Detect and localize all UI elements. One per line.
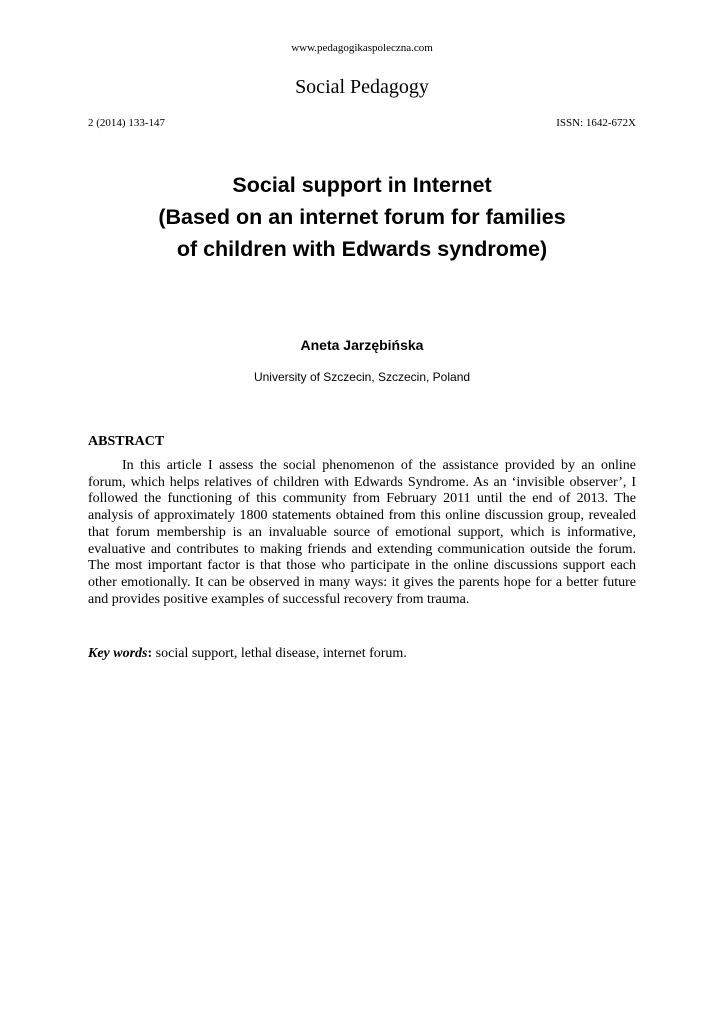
article-title — [40, 169, 684, 265]
abstract-text: In this article I assess the social phenomenon of the assistance provided by an online forum, which helps relatives of children with Edwards Syndrome. As an ‘invisible observer’, I followed the functioning of this community from February 2011 until the end of 2013. The analysis of approximately 1800 statements obtained from this online discussion group, revealed that forum membership is an invaluable source of emotional support, which is informative, evaluative and contributes to making friends and extending communication outside the forum. The most important factor is that those who participate in the online discussions support each other emotionally. It can be observed in many ways: it gives the parents hope for a better future and provides positive examples of successful recovery from trauma. — [88, 458, 636, 607]
article-title-line-3: of children with Edwards syndrome) — [176, 237, 548, 261]
journal-website: www.pedagogikaspoleczna.com — [291, 42, 433, 54]
article-title-line-2: (Based on an internet forum for families — [158, 205, 566, 229]
keywords-label: Key words — [88, 646, 148, 661]
keywords-colon: : — [147, 646, 153, 661]
issn: ISSN: 1642-672X — [556, 117, 636, 129]
journal-title: Social Pedagogy — [295, 76, 429, 98]
author-affiliation: University of Szczecin, Szczecin, Poland — [253, 370, 471, 384]
keywords-text: social support, lethal disease, internet forum. — [152, 646, 407, 661]
article-title-line-1: Social support in Internet — [232, 173, 492, 197]
abstract-heading: ABSTRACT — [88, 434, 165, 449]
issue-info: 2 (2014) 133-147 — [88, 117, 165, 129]
keywords — [88, 646, 636, 662]
author-name: Aneta Jarzębińska — [300, 337, 424, 353]
